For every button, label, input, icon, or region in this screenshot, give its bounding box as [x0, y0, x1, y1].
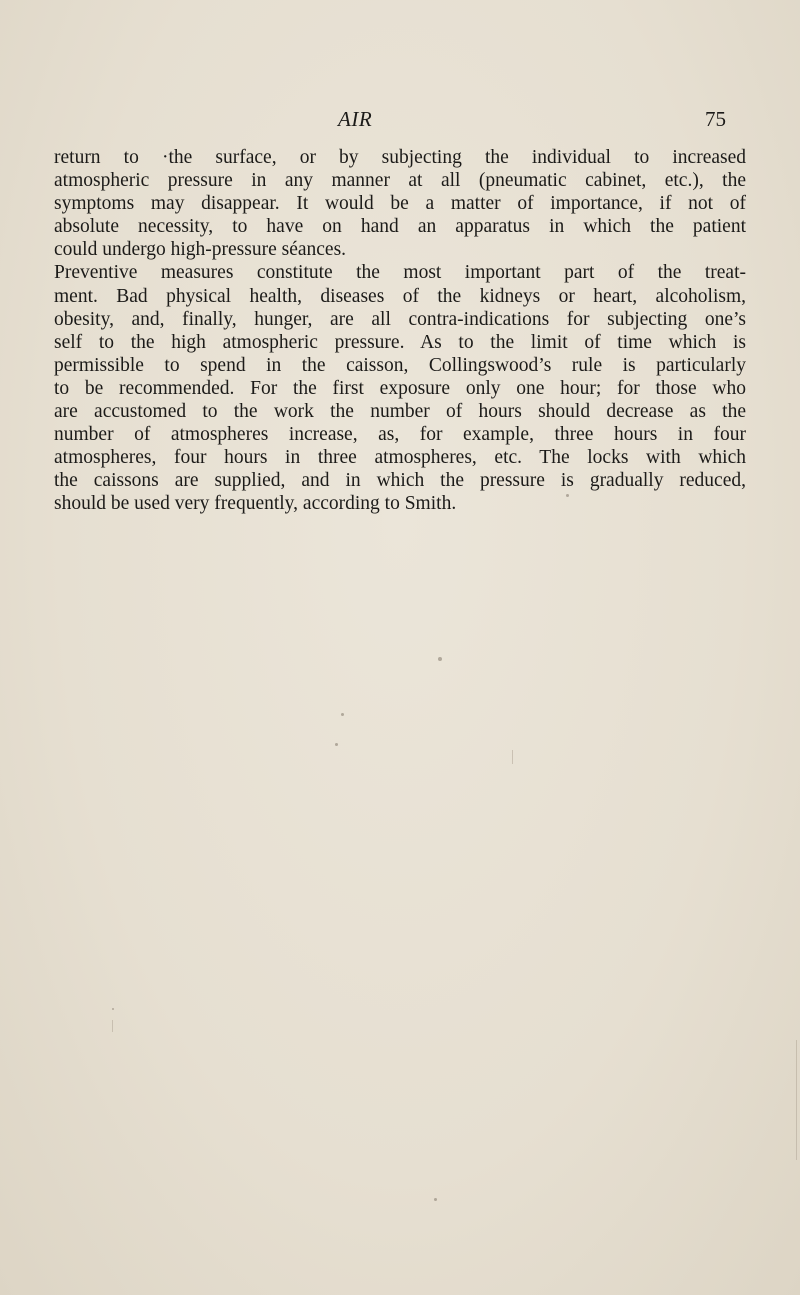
text-line: the caissons are supplied, and in which the pressure is gradually reduced, — [54, 470, 746, 492]
running-title: AIR — [338, 107, 373, 131]
paper-speck — [112, 1008, 114, 1010]
paper-speck — [341, 713, 344, 716]
text-line: to be recommended. For the first exposure only one hour; for those who — [54, 377, 746, 399]
body-text — [54, 146, 746, 516]
paper-scratch — [512, 750, 513, 764]
running-head — [0, 104, 800, 134]
text-line: obesity, and, finally, hunger, are all contra-indications for subjecting one’s — [54, 308, 746, 330]
text-line: ment. Bad physical health, diseases of the kidneys or heart, alcoholism, — [54, 285, 746, 307]
text-line: could undergo high-pressure séances. — [54, 239, 347, 261]
text-line: are accustomed to the work the number of hours should decrease as the — [54, 401, 746, 423]
text-line: self to the high atmospheric pressure. As to the limit of time which is — [54, 331, 746, 353]
text-line: Preventive measures constitute the most important part of the treat- — [54, 262, 746, 284]
text-line: permissible to spend in the caisson, Collingswood’s rule is particularly — [54, 354, 746, 376]
text-line: should be used very frequently, according to Smith. — [54, 493, 457, 515]
paper-speck — [438, 657, 442, 661]
text-line: symptoms may disappear. It would be a matter of importance, if not of — [54, 193, 746, 215]
paper-scratch — [796, 1040, 797, 1160]
text-line: absolute necessity, to have on hand an apparatus in which the patient — [54, 216, 746, 238]
text-line: number of atmospheres increase, as, for example, three hours in four — [54, 424, 746, 446]
paper-speck — [335, 743, 338, 746]
paper-speck — [434, 1198, 437, 1201]
page-number: 75 — [705, 107, 726, 131]
paper-scratch — [112, 1020, 113, 1032]
text-line: atmospheric pressure in any manner at all (pneumatic cabinet, etc.), the — [54, 170, 746, 192]
text-line: return to ·the surface, or by subjecting the individual to increased — [54, 147, 746, 168]
text-line: atmospheres, four hours in three atmospheres, etc. The locks with which — [54, 447, 746, 469]
paper-speck — [566, 494, 569, 497]
